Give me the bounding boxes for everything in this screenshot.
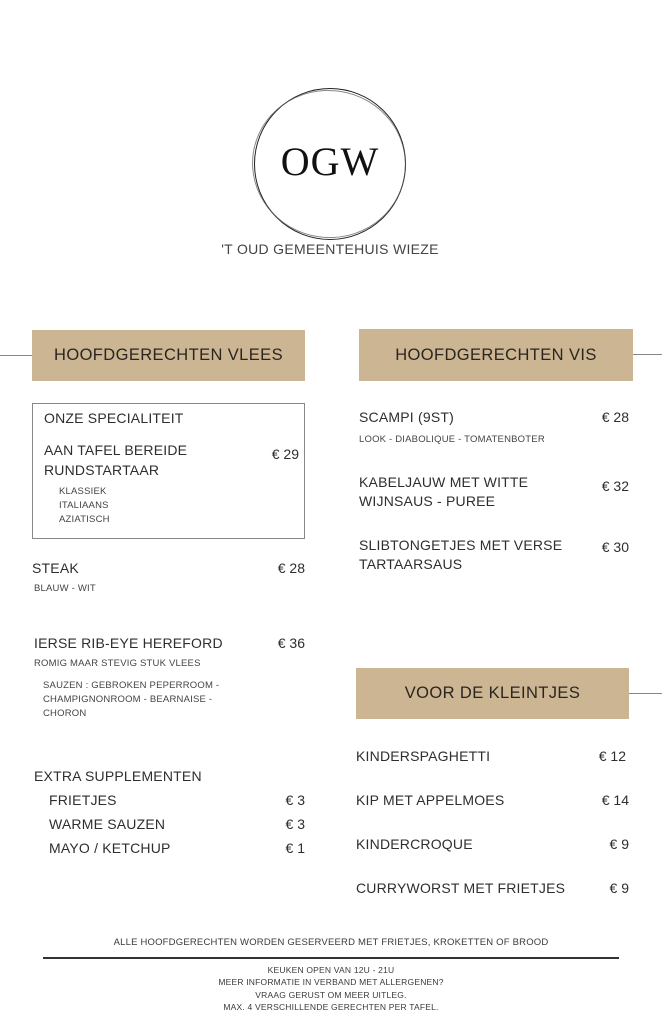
extra-item-price: € 3: [285, 792, 305, 808]
menu-item-price: € 28: [277, 560, 305, 576]
menu-item-price: € 28: [601, 409, 629, 425]
menu-item-name: KINDERCROQUE: [356, 836, 473, 852]
extras-title: EXTRA SUPPLEMENTEN: [34, 768, 202, 784]
menu-item-price: € 32: [601, 478, 629, 494]
menu-item-desc: BLAUW - WIT: [34, 583, 96, 594]
sauce-line: SAUZEN : GEBROKEN PEPERROOM -: [43, 680, 220, 691]
extra-item-name: WARME SAUZEN: [49, 816, 166, 832]
menu-item-price: € 9: [609, 880, 629, 896]
section-header-vlees: HOOFDGERECHTEN VLEES: [32, 330, 305, 381]
specialty-box: [32, 403, 305, 539]
header-rule-right: [633, 354, 662, 355]
menu-item-price: € 9: [609, 836, 629, 852]
footer-line: KEUKEN OPEN VAN 12U - 21U: [267, 965, 395, 975]
menu-item-name: IERSE RIB-EYE HEREFORD: [34, 635, 223, 651]
footer-line: MEER INFORMATIE IN VERBAND MET ALLERGENEN?: [218, 977, 444, 987]
section-header-kids: VOOR DE KLEINTJES: [356, 668, 629, 719]
footer-note: ALLE HOOFDGERECHTEN WORDEN GESERVEERD MET FRIETJES, KROKETTEN OF BROOD: [113, 937, 549, 948]
restaurant-name: 'T OUD GEMEENTEHUIS WIEZE: [221, 241, 439, 257]
sauce-line: CHAMPIGNONROOM - BEARNAISE -: [43, 694, 213, 705]
specialty-label: ONZE SPECIALITEIT: [44, 410, 184, 426]
menu-item-name: STEAK: [32, 560, 79, 576]
specialty-name-line1: AAN TAFEL BEREIDE: [44, 442, 188, 458]
menu-item-name-line1: SLIBTONGETJES MET VERSE: [359, 537, 563, 553]
header-rule-right: [629, 693, 662, 694]
menu-item-name: KIP MET APPELMOES: [356, 792, 505, 808]
section-header-vis: HOOFDGERECHTEN VIS: [359, 329, 633, 381]
footer-line: VRAAG GERUST OM MEER UITLEG.: [255, 990, 407, 1000]
footer-divider: [43, 957, 619, 959]
menu-item-name-line2: TARTAARSAUS: [359, 556, 463, 572]
specialty-option: AZIATISCH: [59, 514, 110, 525]
logo-initials: OGW: [280, 139, 380, 184]
specialty-option: ITALIAANS: [59, 500, 109, 511]
extra-item-price: € 3: [285, 816, 305, 832]
extra-item-name: MAYO / KETCHUP: [49, 840, 171, 856]
menu-item-name: KINDERSPAGHETTI: [356, 748, 491, 764]
menu-item-desc: ROMIG MAAR STEVIG STUK VLEES: [34, 658, 201, 669]
menu-item-name: SCAMPI (9ST): [359, 409, 454, 425]
extra-item-price: € 1: [285, 840, 305, 856]
specialty-price: € 29: [271, 446, 299, 462]
menu-item-desc: LOOK - DIABOLIQUE - TOMATENBOTER: [359, 434, 545, 445]
menu-item-price: € 12: [598, 748, 626, 764]
specialty-name-line2: RUNDSTARTAAR: [44, 462, 160, 478]
menu-item-price: € 36: [277, 635, 305, 651]
footer-line: MAX. 4 VERSCHILLENDE GERECHTEN PER TAFEL.: [223, 1002, 439, 1012]
specialty-option: KLASSIEK: [59, 486, 107, 497]
extra-item-name: FRIETJES: [49, 792, 117, 808]
header-rule-left: [0, 355, 32, 356]
menu-item-name: CURRYWORST MET FRIETJES: [356, 880, 566, 896]
menu-item-name-line2: WIJNSAUS - PUREE: [359, 493, 496, 509]
menu-item-price: € 30: [601, 539, 629, 555]
sauce-line: CHORON: [43, 708, 87, 719]
menu-item-name-line1: KABELJAUW MET WITTE: [359, 474, 529, 490]
menu-item-price: € 14: [601, 792, 629, 808]
